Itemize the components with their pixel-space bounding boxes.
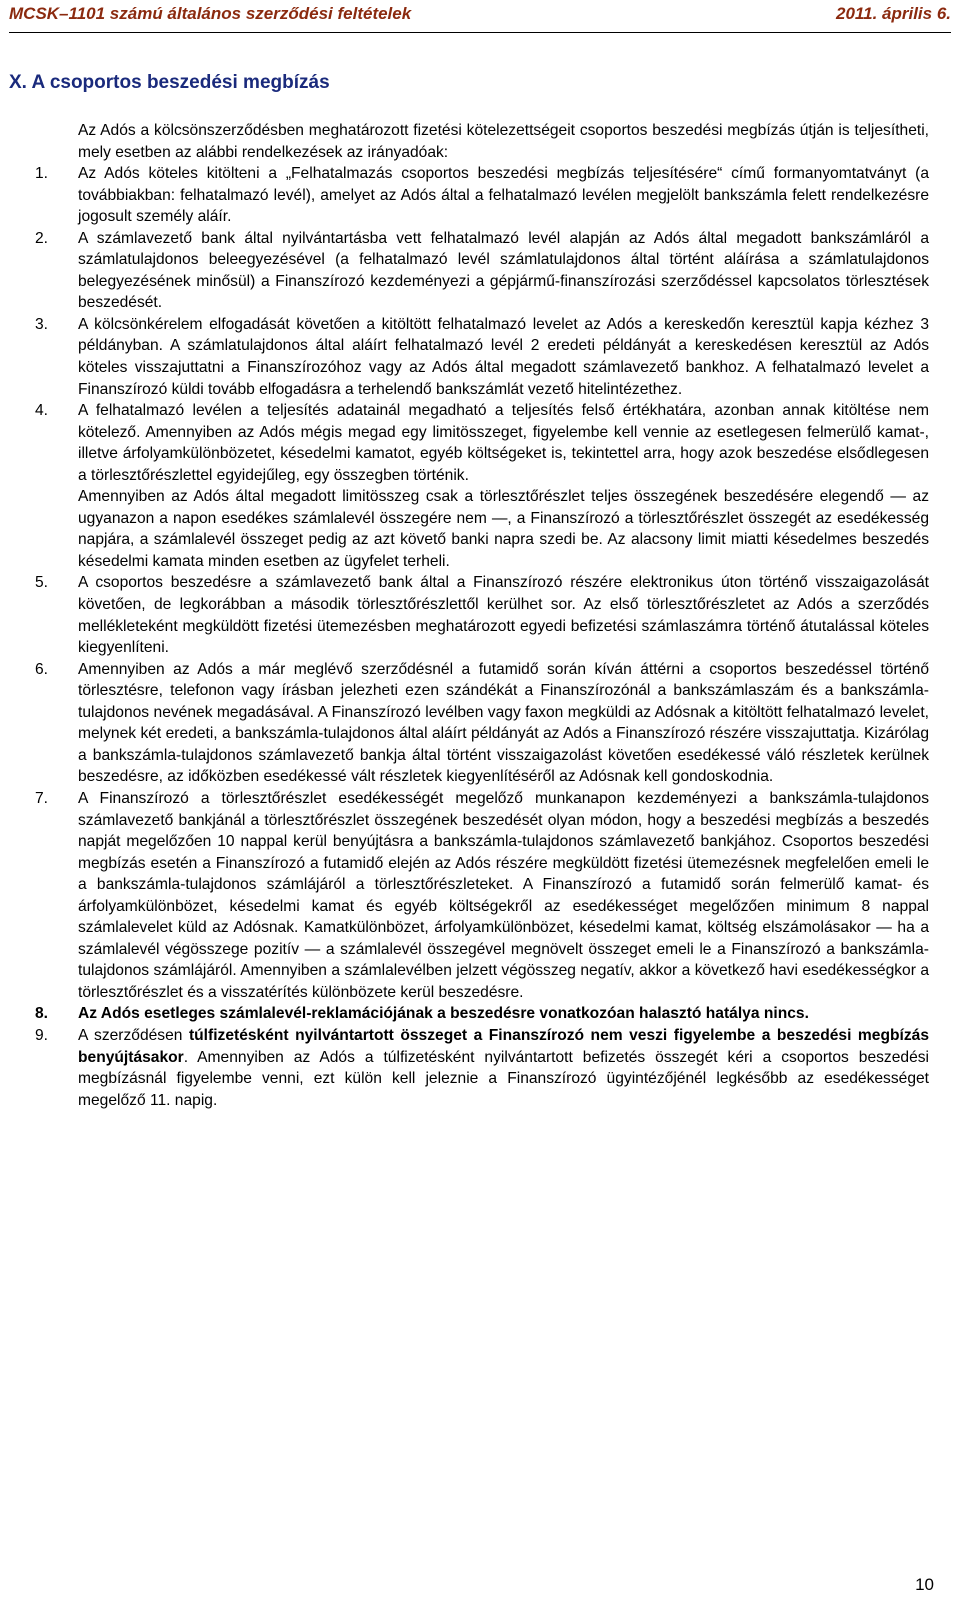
item-number: 3. [35, 315, 49, 333]
item-text-bold: Az Adós esetleges számlalevél-reklamációjának a beszedésre vonatkozóan halasztó hatálya nincs. [78, 1005, 809, 1023]
list-item-continuation [9, 486, 929, 572]
list-item [9, 788, 929, 1003]
item-number: 7. [35, 789, 49, 807]
item-text: A számlavezető bank által nyilvántartásba vett felhatalmazó levél alapján az Adós által megadott bankszámláról a számlatulajdonos beleegyezésével (a felhatalmazó levél számlatulajdonos által történt aláírása a számlatulajdonos belegyezésének minősül) a Finanszírozó kezdeményezi a gépjármű-finanszírozási szerződéssel kapcsolatos törlesztések beszedését. [78, 229, 929, 312]
list-item [9, 572, 929, 658]
item-text: A kölcsönkérelem elfogadását követően a kitöltött felhatalmazó levelet az Adós a kereskedőn keresztül kapja kézhez 3 példányban. A számlatulajdonos által aláírt felhatalmazó levél 2 eredeti példányát a kereskedésen keresztül az Adós köteles visszajuttatni a Finanszírozóhoz vagy az Adós által megadott számlavezető bankhoz. A felhatalmazó levelet a Finanszírozó küldi tovább elfogadásra a terhelendő bankszámlát vezető hitelintézethez. [78, 315, 929, 398]
item-number: 4. [35, 402, 49, 420]
item-text: Az Adós köteles kitölteni a „Felhatalmazás csoportos beszedési megbízás teljesítésére“ című formanyomtatványt (a továbbiakban: felhatalmazó levél), amelyet az Adós által a felhatalmazó levélen megjelölt bankszámla felett rendelkezésre jogosult személy aláír. [78, 165, 929, 226]
header-date: 2011. április 6. [836, 4, 951, 23]
item-text-bold: túlfizetésként nyilvántartott összeget a Finanszírozó nem veszi figyelembe a beszedési megbízás benyújtásakor [78, 1026, 929, 1066]
list-item [9, 314, 929, 400]
item-text-pre: A szerződésen [78, 1026, 189, 1044]
item-text: Amennyiben az Adós által megadott limitösszeg csak a törlesztőrészlet teljes összegének beszedésére elegendő — az ugyanazon a napon esedékes számlalevél összegére nem —, a Finanszírozó a törlesztőrészlet összegét az esedékesség napjára, a számlalevél összeget pedig az azt követő banki napra szedi be. Az alacsony limit miatti késedelmes beszedés késedelmi kamata minden esetben az ügyfelet terheli. [78, 488, 929, 570]
list-item [9, 1025, 929, 1111]
item-number: 2. [35, 229, 49, 247]
item-number: 6. [35, 660, 49, 678]
item-number: 8. [35, 1005, 49, 1023]
item-text: A csoportos beszedésre a számlavezető bank által a Finanszírozó részére elektronikus úton történő visszaigazolását követően, de legkorábban a második törlesztőrészlettől kerülhet sor. Az első törlesztőrészletet az Adós a szerződés mellékleteként megküldött fizetési ütemezésben meghatározott egyedi befizetési számlaszámra történő átutalással köteles kiegyenlíteni. [78, 574, 929, 657]
item-number: 9. [35, 1026, 49, 1044]
list-item [9, 228, 929, 314]
list-item [9, 400, 929, 486]
item-number: 5. [35, 574, 49, 592]
intro-paragraph: Az Adós a kölcsönszerződésben meghatározott fizetési kötelezettségeit csoportos beszedési megbízás útján is teljesítheti, mely esetben az alábbi rendelkezések az irányadóak: [78, 122, 929, 161]
item-text-post: . Amennyiben az Adós a túlfizetésként nyilvántartott befizetés összegét kéri a csoportos beszedési megbízásnál figyelembe venni, ezt külön kell jeleznie a Finanszírozó ügyintézőjénél legkésőbb az esedékességet megelőző 11. napig. [78, 1048, 929, 1109]
item-number: 1. [35, 165, 49, 183]
list-item [9, 1003, 929, 1025]
item-text: A felhatalmazó levélen a teljesítés adatainál megadható a teljesítés felső értékhatára, azonban annak kitöltése nem kötelező. Amennyiben az Adós mégis megad egy limitösszeget, figyelembe kell vennie az esetlegesen felmerülő kamat-, illetve árfolyamkülönbözetet, késedelmi kamatot, egyéb költségeket is, tekintettel arra, hogy azok beszedése elsődlegesen a törlesztőrészlettel egyidejűleg, egy összegben történik. [78, 402, 929, 484]
item-text [78, 1025, 929, 1111]
list-item [9, 163, 929, 228]
header-document-title: MCSK–1101 számú általános szerződési feltételek [9, 4, 412, 23]
page-header [9, 2, 951, 33]
item-text: A Finanszírozó a törlesztőrészlet esedékességét megelőző munkanapon kezdeményezi a bankszámla-tulajdonos számlavezető bankjánál a törlesztőrészlet összegének beszedését olyan módon, hogy a beszedési megbízás a beszedés napját megelőzően 10 nappal kerül benyújtásra a bankszámla-tulajdonos számlavezető bankjához. Csoportos beszedési megbízás esetén a Finanszírozó a futamidő elején az Adós részére megküldött fizetési ütemezésnek megfelelően emeli le a bankszámla-tulajdonos számlájáról a törlesztőrészleteket. A Finanszírozó a futamidő során felmerülő kamat- és árfolyamkülönbözet, késedelmi kamat és egyéb költségekről az esedékességet megelőzően minimum 8 nappal számlalevelet küld az Adósnak. Kamatkülönbözet, árfolyamkülönbözet, késedelmi kamat, költség elszámolásakor — ha a számlalevél végösszege pozitív — a számlalevél összegével megnövelt összeget emeli le a Finanszírozó a bankszámla-tulajdonos számlájáról. Amennyiben a számlalevélben jelzett végösszeg negatív, akkor a következő havi esedékességkor a törlesztőrészlet és a visszatérítés különbözete kerül beszedésre. [78, 789, 929, 1001]
item-text: Amennyiben az Adós a már meglévő szerződésnél a futamidő során kíván áttérni a csoportos beszedéssel történő törlesztésre, telefonon vagy írásban jelezheti ezen szándékát a Finanszírozónál a bankszámlaszám és a bankszámla-tulajdonos nevének megadásával. A Finanszírozó levélben vagy faxon megküldi az Adósnak a kitöltött felhatalmazó levelet, melynek két eredeti, a bankszámla-tulajdonos által aláírt példányát az Adós a Finanszírozó részére visszajuttatja. Kizárólag a bankszámla-tulajdonos számlavezető bankja által történt visszaigazolást követően esedékessé váló részletek kerülnek beszedésre, az időközben esedékessé vált részletek kiegyenlítéséről az Adósnak kell gondoskodnia. [78, 660, 929, 786]
item-number [9, 486, 78, 572]
section-body [9, 120, 929, 1111]
section-title: X. A csoportos beszedési megbízás [9, 72, 330, 93]
page-number: 10 [915, 1575, 934, 1594]
list-item [9, 659, 929, 788]
